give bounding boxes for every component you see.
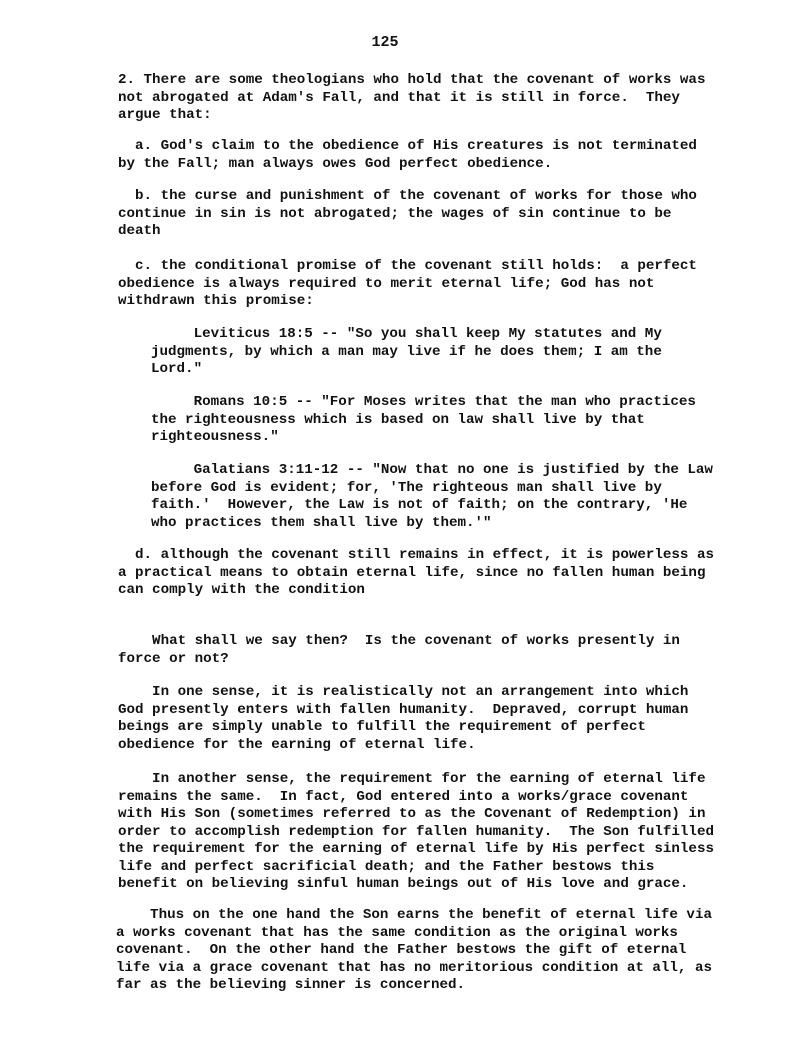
- question-paragraph: What shall we say then? Is the covenant of works presently in force or not?: [118, 633, 680, 667]
- point-b-paragraph: b. the curse and punishment of the covenant of works for those who continue in sin is not abrogated; the wages of sin continue to be death: [118, 188, 697, 239]
- romans-quote: Romans 10:5 -- "For Moses writes that the man who practices the righteousness which is based on law shall live by that righteousness.": [151, 394, 696, 445]
- leviticus-quote: Leviticus 18:5 -- "So you shall keep My statutes and My judgments, by which a man may live if he does them; I am the Lord.": [151, 326, 662, 377]
- another-sense-paragraph: In another sense, the requirement for the earning of eternal life remains the same. In fact, God entered into a works/grace covenant with His Son (sometimes referred to as the Covenant of Redemption) in order to accomplish redemption for fallen humanity. The Son fulfilled the requirement for the earning of eternal life by His perfect sinless life and perfect sacrificial death; and the Father bestows this benefit on believing sinful human beings out of His love and grace.: [118, 771, 714, 892]
- point-d-paragraph: d. although the covenant still remains in effect, it is powerless as a practical means to obtain eternal life, since no fallen human being can comply with the condition: [118, 547, 714, 598]
- point-c-paragraph: c. the conditional promise of the covenant still holds: a perfect obedience is always required to merit eternal life; God has not withdrawn this promise:: [118, 258, 697, 309]
- point-a-paragraph: a. God's claim to the obedience of His creatures is not terminated by the Fall; man always owes God perfect obedience.: [118, 138, 697, 172]
- page-number: 125: [371, 34, 399, 51]
- intro-paragraph: 2. There are some theologians who hold that the covenant of works was not abrogated at Adam's Fall, and that it is still in force. They argue that:: [118, 72, 706, 123]
- one-sense-paragraph: In one sense, it is realistically not an arrangement into which God presently enters with fallen humanity. Depraved, corrupt human beings are simply unable to fulfill the requirement of perfect obedience for the earning of eternal life.: [118, 684, 689, 753]
- galatians-quote: Galatians 3:11-12 -- "Now that no one is justified by the Law before God is evident; for, 'The righteous man shall live by faith.' However, the Law is not of faith; on the contrary, 'He who practices them shall live by them.'": [151, 462, 713, 531]
- conclusion-paragraph: Thus on the one hand the Son earns the benefit of eternal life via a works covenant that has the same condition as the original works covenant. On the other hand the Father bestows the gift of eternal life via a grace covenant that has no meritorious condition at all, as far as the believing sinner is concerned.: [116, 907, 712, 993]
